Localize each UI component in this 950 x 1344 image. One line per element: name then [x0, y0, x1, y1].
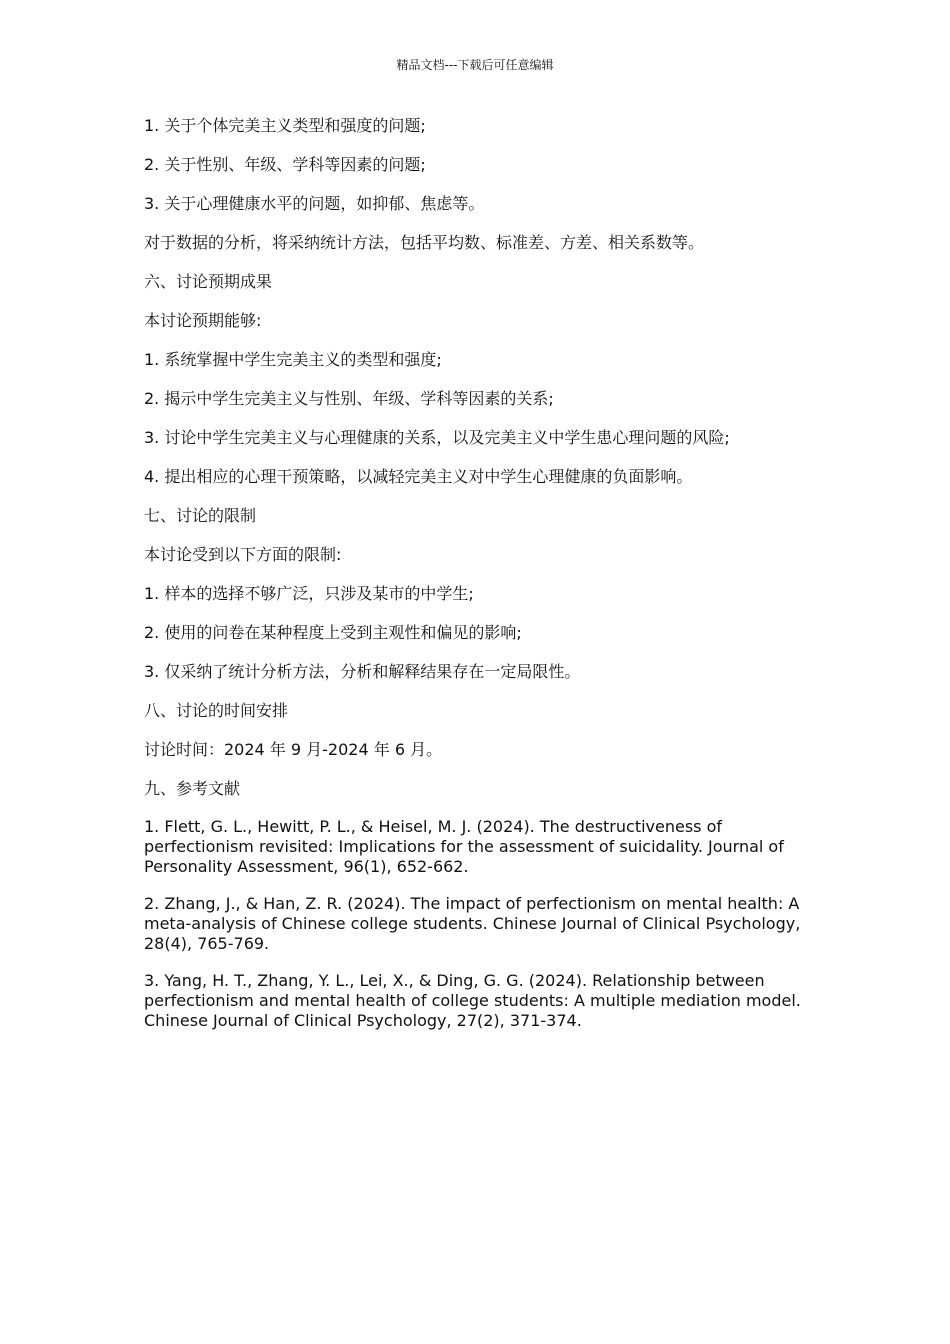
item-line: 3. 讨论中学生完美主义与心理健康的关系，以及完美主义中学生患心理问题的风险; — [144, 428, 730, 447]
section-heading: 九、参考文献 — [144, 779, 241, 798]
item-line: 3. 关于心理健康水平的问题，如抑郁、焦虑等。 — [144, 194, 485, 213]
document-body — [144, 115, 804, 1048]
reference-entry: 2. Zhang, J., & Han, Z. R. (2024). The impact of perfectionism on mental health: A meta-analysis of Chinese college students. Chinese Journal of Clinical Psychology, 28(4), 765-769. — [144, 894, 801, 953]
item-line: 1. 样本的选择不够广泛，只涉及某市的中学生; — [144, 584, 474, 603]
item-line: 4. 提出相应的心理干预策略，以减轻完美主义对中学生心理健康的负面影响。 — [144, 467, 693, 486]
item-line: 3. 仅采纳了统计分析方法，分析和解释结果存在一定局限性。 — [144, 662, 581, 681]
paragraph-line: 对于数据的分析，将采纳统计方法，包括平均数、标准差、方差、相关系数等。 — [144, 233, 705, 252]
section-heading: 六、讨论预期成果 — [144, 272, 273, 291]
section-heading: 七、讨论的限制 — [144, 506, 257, 525]
page-header: 精品文档---下载后可任意编辑 — [396, 58, 554, 72]
item-line: 1. 系统掌握中学生完美主义的类型和强度; — [144, 350, 442, 369]
item-line: 2. 揭示中学生完美主义与性别、年级、学科等因素的关系; — [144, 389, 554, 408]
reference-entry: 3. Yang, H. T., Zhang, Y. L., Lei, X., & Ding, G. G. (2024). Relationship between perfectionism and mental health of college students: A multiple mediation model. Chinese Journal of Clinical Psychology, 27(2), 371-374. — [144, 971, 801, 1030]
item-line: 2. 使用的问卷在某种程度上受到主观性和偏见的影响; — [144, 623, 522, 642]
section-heading: 八、讨论的时间安排 — [144, 701, 289, 720]
paragraph-line: 讨论时间：2024 年 9 月-2024 年 6 月。 — [144, 740, 443, 759]
item-line: 1. 关于个体完美主义类型和强度的问题; — [144, 116, 426, 135]
paragraph-line: 本讨论受到以下方面的限制: — [144, 545, 342, 564]
item-line: 2. 关于性别、年级、学科等因素的问题; — [144, 155, 426, 174]
paragraph-line: 本讨论预期能够: — [144, 311, 262, 330]
reference-entry: 1. Flett, G. L., Hewitt, P. L., & Heisel, M. J. (2024). The destructiveness of perfectionism revisited: Implications for the assessment of suicidality. Journal of Personality Assessment, 96(1), 652-662. — [144, 817, 784, 876]
